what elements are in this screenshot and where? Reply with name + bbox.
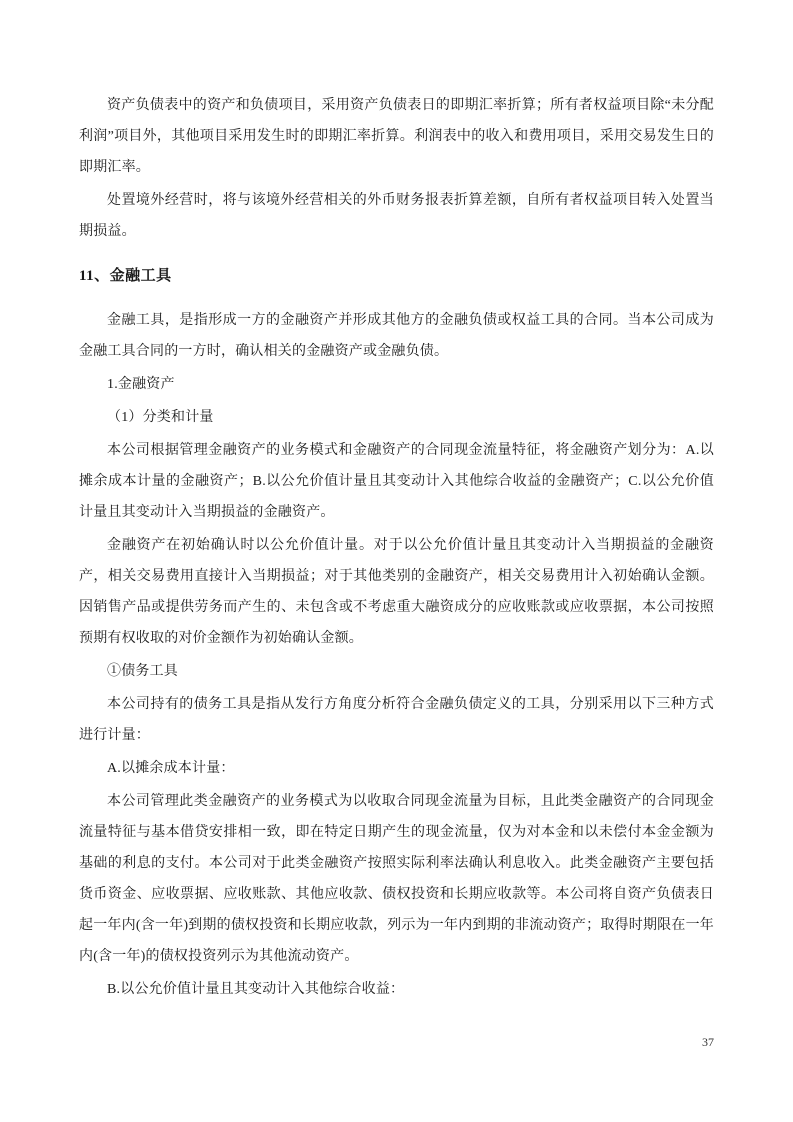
paragraph-debt-instruments-intro: 本公司持有的债务工具是指从发行方角度分析符合金融负债定义的工具，分别采用以下三种方式进行计量：	[79, 697, 714, 743]
document-body	[79, 90, 714, 1007]
subheading-debt-instruments: ①债务工具	[107, 664, 178, 679]
paragraph-financial-instruments-definition: 金融工具，是指形成一方的金融资产并形成其他方的金融负债或权益工具的合同。当本公司成为金融工具合同的一方时，确认相关的金融资产或金融负债。	[79, 313, 714, 359]
paragraph-asset-classification: 本公司根据管理金融资产的业务模式和金融资产的合同现金流量特征，将金融资产划分为：A.以摊余成本计量的金融资产；B.以公允价值计量且其变动计入其他综合收益的金融资产；C.以公允价值计量且其变动计入当期损益的金融资产。	[79, 443, 714, 520]
paragraph-fx-translation-disposal: 处置境外经营时，将与该境外经营相关的外币财务报表折算差额，自所有者权益项目转入处置当期损益。	[79, 193, 714, 239]
subheading-classification-measurement: （1）分类和计量	[107, 410, 214, 425]
subheading-fvoci: B.以公允价值计量且其变动计入其他综合收益：	[107, 982, 405, 997]
paragraph-amortized-cost-detail: 本公司管理此类金融资产的业务模式为以收取合同现金流量为目标，且此类金融资产的合同现金流量特征与基本借贷安排相一致，即在特定日期产生的现金流量，仅为对本金和以未偿付本金金额为基础的利息的支付。本公司对于此类金融资产按照实际利率法确认利息收入。此类金融资产主要包括货币资金、应收票据、应收账款、其他应收款、债权投资和长期应收款等。本公司将自资产负债表日起一年内(含一年)到期的债权投资和长期应收款，列示为一年内到期的非流动资产；取得时期限在一年内(含一年)的债权投资列示为其他流动资产。	[79, 794, 714, 964]
section-heading-financial-instruments: 11、金融工具	[79, 268, 172, 284]
subheading-financial-assets: 1.金融资产	[107, 377, 175, 392]
paragraph-fx-translation-balance-sheet: 资产负债表中的资产和负债项目，采用资产负债表日的即期汇率折算；所有者权益项目除“未分配利润”项目外，其他项目采用发生时的即期汇率折算。利润表中的收入和费用项目，采用交易发生日的即期汇率。	[79, 98, 714, 175]
paragraph-initial-recognition: 金融资产在初始确认时以公允价值计量。对于以公允价值计量且其变动计入当期损益的金融资产，相关交易费用直接计入当期损益；对于其他类别的金融资产，相关交易费用计入初始确认金额。因销售产品或提供劳务而产生的、未包含或不考虑重大融资成分的应收账款或应收票据，本公司按照预期有权收取的对价金额作为初始确认金额。	[79, 538, 714, 646]
subheading-amortized-cost: A.以摊余成本计量：	[107, 761, 235, 776]
page-number: 37	[702, 1035, 714, 1049]
